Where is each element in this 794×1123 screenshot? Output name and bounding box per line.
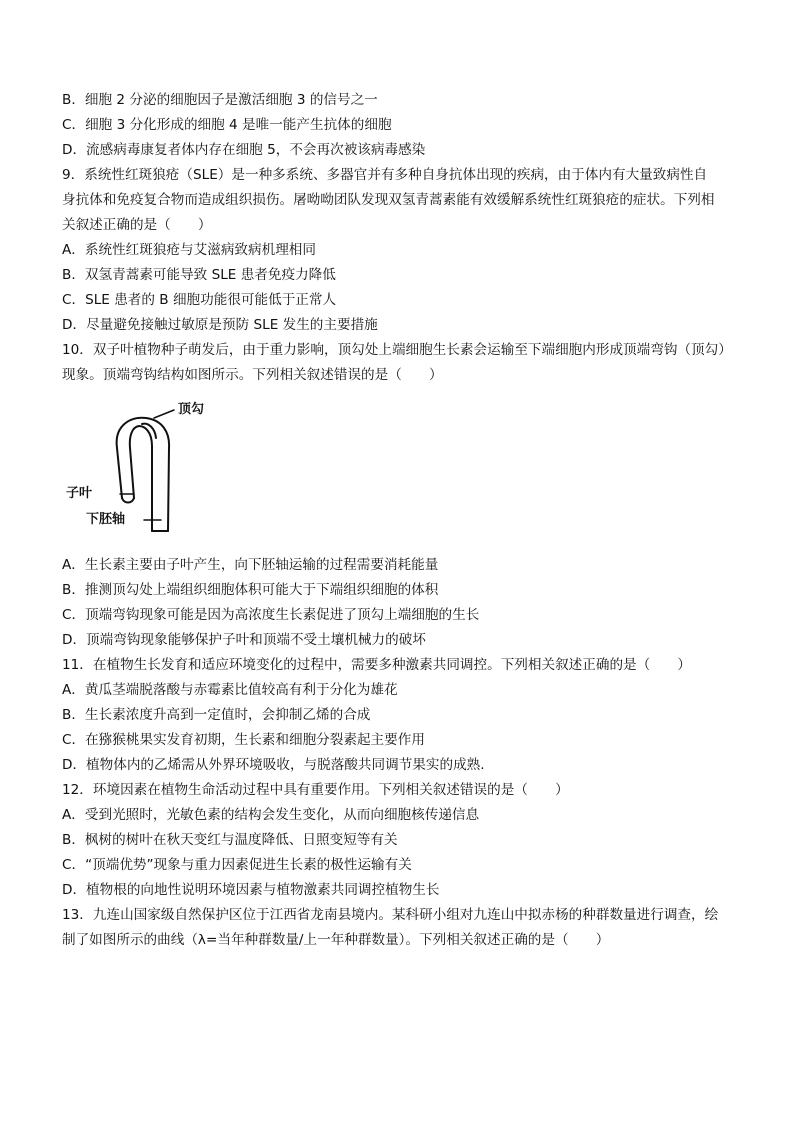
option-12b: B．枫树的树叶在秋天变红与温度降低、日照变短等有关 xyxy=(62,832,398,848)
option-9c: C．SLE 患者的 B 细胞功能很可能低于正常人 xyxy=(62,292,337,308)
question-10-line-1: 10．双子叶植物种子萌发后，由于重力影响，顶勾处上端细胞生长素会运输至下端细胞内形成顶端弯钩（顶勾） xyxy=(62,342,732,358)
option-10d: D．顶端弯钩现象能够保护子叶和顶端不受土壤机械力的破坏 xyxy=(62,632,426,648)
option-8d: D．流感病毒康复者体内存在细胞 5，不会再次被该病毒感染 xyxy=(62,142,426,158)
option-8c: C．细胞 3 分化形成的细胞 4 是唯一能产生抗体的细胞 xyxy=(62,117,392,133)
option-11b: B．生长素浓度升高到一定值时，会抑制乙烯的合成 xyxy=(62,707,371,723)
option-12a: A．受到光照时，光敏色素的结构会发生变化，从而向细胞核传递信息 xyxy=(62,807,480,823)
option-9b: B．双氢青蒿素可能导致 SLE 患者免疫力降低 xyxy=(62,267,336,283)
question-10-line-2: 现象。顶端弯钩结构如图所示。下列相关叙述错误的是（ ） xyxy=(62,367,443,383)
label-apical-hook: 顶勾 xyxy=(178,402,205,417)
question-9-line-3: 关叙述正确的是（ ） xyxy=(62,217,212,233)
question-13-line-2: 制了如图所示的曲线（λ=当年种群数量/上一年种群数量）。下列相关叙述正确的是（ ） xyxy=(62,932,610,948)
question-13-line-1: 13．九连山国家级自然保护区位于江西省龙南县境内。某科研小组对九连山中拟赤杨的种群数量进行调查，绘 xyxy=(62,907,719,923)
question-11: 11．在植物生长发育和适应环境变化的过程中，需要多种激素共同调控。下列相关叙述正确的是（ ） xyxy=(62,657,692,673)
option-12d: D．植物根的向地性说明环境因素与植物激素共同调控植物生长 xyxy=(62,882,440,898)
option-10c: C．顶端弯钩现象可能是因为高浓度生长素促进了顶勾上端细胞的生长 xyxy=(62,607,480,623)
option-12c: C．“顶端优势”现象与重力因素促进生长素的极性运输有关 xyxy=(62,857,412,873)
option-11a: A．黄瓜茎端脱落酸与赤霉素比值较高有利于分化为雄花 xyxy=(62,682,398,698)
question-9-line-1: 9．系统性红斑狼疮（SLE）是一种多系统、多器官并有多种自身抗体出现的疾病，由于体内有大量致病性自 xyxy=(62,167,708,183)
apical-hook-figure xyxy=(62,396,232,541)
question-12: 12．环境因素在植物生命活动过程中具有重要作用。下列相关叙述错误的是（ ） xyxy=(62,782,569,798)
option-10a: A．生长素主要由子叶产生，向下胚轴运输的过程需要消耗能量 xyxy=(62,557,439,573)
option-11c: C．在猕猴桃果实发育初期，生长素和细胞分裂素起主要作用 xyxy=(62,732,425,748)
option-8b: B．细胞 2 分泌的细胞因子是激活细胞 3 的信号之一 xyxy=(62,92,378,108)
option-11d: D．植物体内的乙烯需从外界环境吸收，与脱落酸共同调节果实的成熟. xyxy=(62,757,485,773)
label-cotyledon: 子叶 xyxy=(66,486,93,501)
option-9a: A．系统性红斑狼疮与艾滋病致病机理相同 xyxy=(62,242,316,258)
option-9d: D．尽量避免接触过敏原是预防 SLE 发生的主要措施 xyxy=(62,317,378,333)
option-10b: B．推测顶勾处上端组织细胞体积可能大于下端组织细胞的体积 xyxy=(62,582,439,598)
question-9-line-2: 身抗体和免疫复合物而造成组织损伤。屠呦呦团队发现双氢青蒿素能有效缓解系统性红斑狼疮的症状。下列相 xyxy=(62,192,715,208)
label-hypocotyl: 下胚轴 xyxy=(86,512,126,527)
